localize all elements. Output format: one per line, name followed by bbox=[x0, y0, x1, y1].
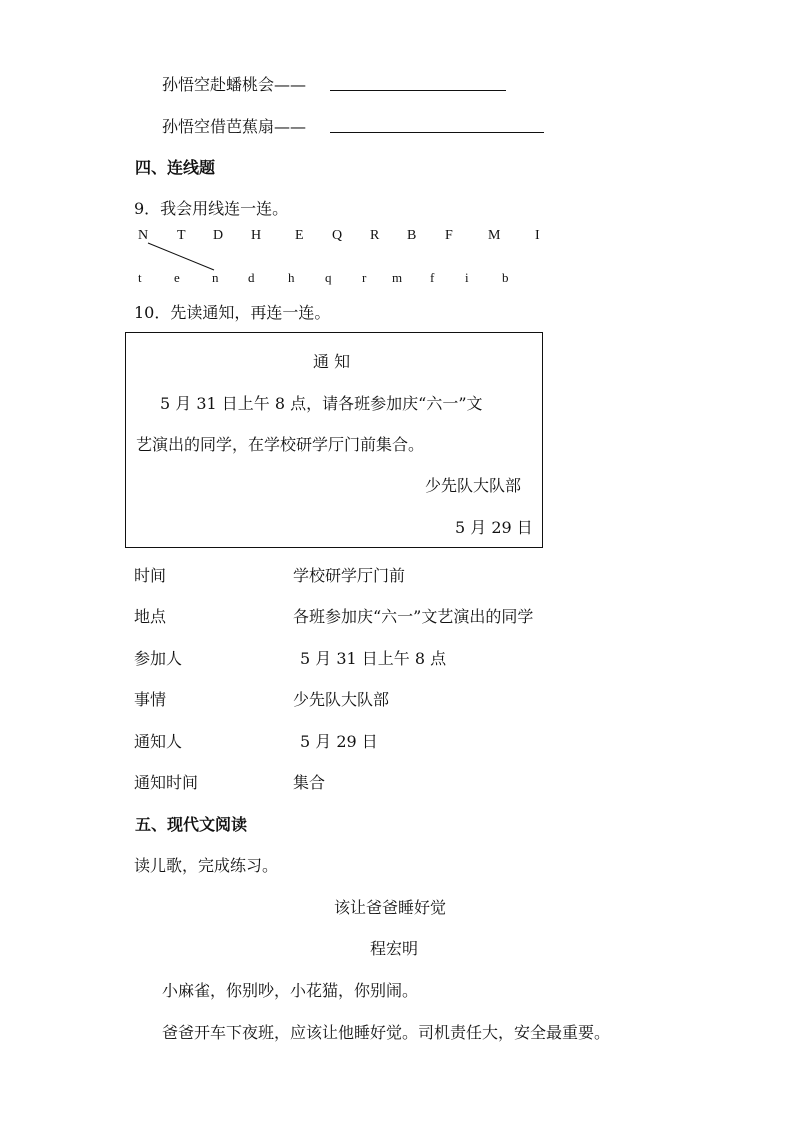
poem-line-1: 小麻雀，你别吵，小花猫，你别闹。 bbox=[162, 981, 419, 1000]
upper-letter[interactable]: I bbox=[535, 228, 540, 243]
lower-letter[interactable]: h bbox=[288, 270, 295, 285]
lower-letter[interactable]: n bbox=[212, 270, 219, 285]
lower-letter[interactable]: f bbox=[430, 270, 435, 285]
upper-letter[interactable]: N bbox=[138, 228, 149, 243]
lower-letter[interactable]: b bbox=[502, 270, 509, 285]
lower-letter[interactable]: m bbox=[392, 270, 403, 285]
match-right-item[interactable]: 5 月 31 日上午 8 点 bbox=[300, 649, 447, 668]
question-10-prompt: 10．先读通知，再连一连。 bbox=[134, 303, 331, 322]
poem-line-2: 爸爸开车下夜班，应该让他睡好觉。司机责任大，安全最重要。 bbox=[162, 1023, 611, 1042]
upper-letter[interactable]: H bbox=[251, 228, 262, 243]
match-left-item[interactable]: 通知人 bbox=[134, 732, 183, 751]
connecting-line bbox=[0, 0, 794, 300]
match-right-item[interactable]: 各班参加庆“六一”文艺演出的同学 bbox=[293, 607, 534, 626]
upper-letter[interactable]: M bbox=[488, 228, 501, 243]
match-left-item[interactable]: 事情 bbox=[134, 690, 167, 709]
lower-letter[interactable]: e bbox=[174, 270, 180, 285]
match-left-item[interactable]: 通知时间 bbox=[134, 773, 199, 792]
lower-letter[interactable]: d bbox=[248, 270, 255, 285]
notice-signer: 少先队大队部 bbox=[425, 476, 522, 495]
match-right-item[interactable]: 学校研学厅门前 bbox=[293, 566, 406, 585]
poem-author: 程宏明 bbox=[370, 939, 419, 958]
lower-letter[interactable]: r bbox=[362, 270, 367, 285]
lower-letter[interactable]: i bbox=[465, 270, 469, 285]
section-5-title: 五、现代文阅读 bbox=[135, 815, 248, 834]
lower-letter[interactable]: q bbox=[325, 270, 332, 285]
poem-title: 该让爸爸睡好觉 bbox=[334, 898, 447, 917]
notice-line-1: 5 月 31 日上午 8 点，请各班参加庆“六一”文 bbox=[160, 394, 483, 413]
upper-letter[interactable]: F bbox=[445, 228, 453, 243]
match-left-item[interactable]: 时间 bbox=[134, 566, 167, 585]
match-right-item[interactable]: 集合 bbox=[293, 773, 326, 792]
notice-line-2: 艺演出的同学，在学校研学厅门前集合。 bbox=[136, 435, 425, 454]
upper-letter[interactable]: D bbox=[213, 228, 224, 243]
match-right-item[interactable]: 少先队大队部 bbox=[293, 690, 390, 709]
reading-instruction: 读儿歌，完成练习。 bbox=[134, 856, 279, 875]
fill-line-1-text: 孙悟空赴蟠桃会—— bbox=[162, 75, 307, 94]
upper-letter[interactable]: E bbox=[295, 228, 304, 243]
match-left-item[interactable]: 地点 bbox=[134, 607, 167, 626]
upper-letter[interactable]: R bbox=[370, 228, 380, 243]
notice-date: 5 月 29 日 bbox=[455, 518, 533, 537]
upper-letter[interactable]: B bbox=[407, 228, 417, 243]
match-right-item[interactable]: 5 月 29 日 bbox=[300, 732, 378, 751]
question-9-prompt: 9．我会用线连一连。 bbox=[134, 199, 289, 218]
match-left-item[interactable]: 参加人 bbox=[134, 649, 183, 668]
upper-letter[interactable]: Q bbox=[332, 228, 343, 243]
upper-letter[interactable]: T bbox=[177, 228, 186, 243]
fill-line-2-text: 孙悟空借芭蕉扇—— bbox=[162, 117, 307, 136]
lower-letter[interactable]: t bbox=[138, 270, 142, 285]
notice-title: 通 知 bbox=[313, 352, 351, 371]
section-4-title: 四、连线题 bbox=[135, 158, 216, 177]
